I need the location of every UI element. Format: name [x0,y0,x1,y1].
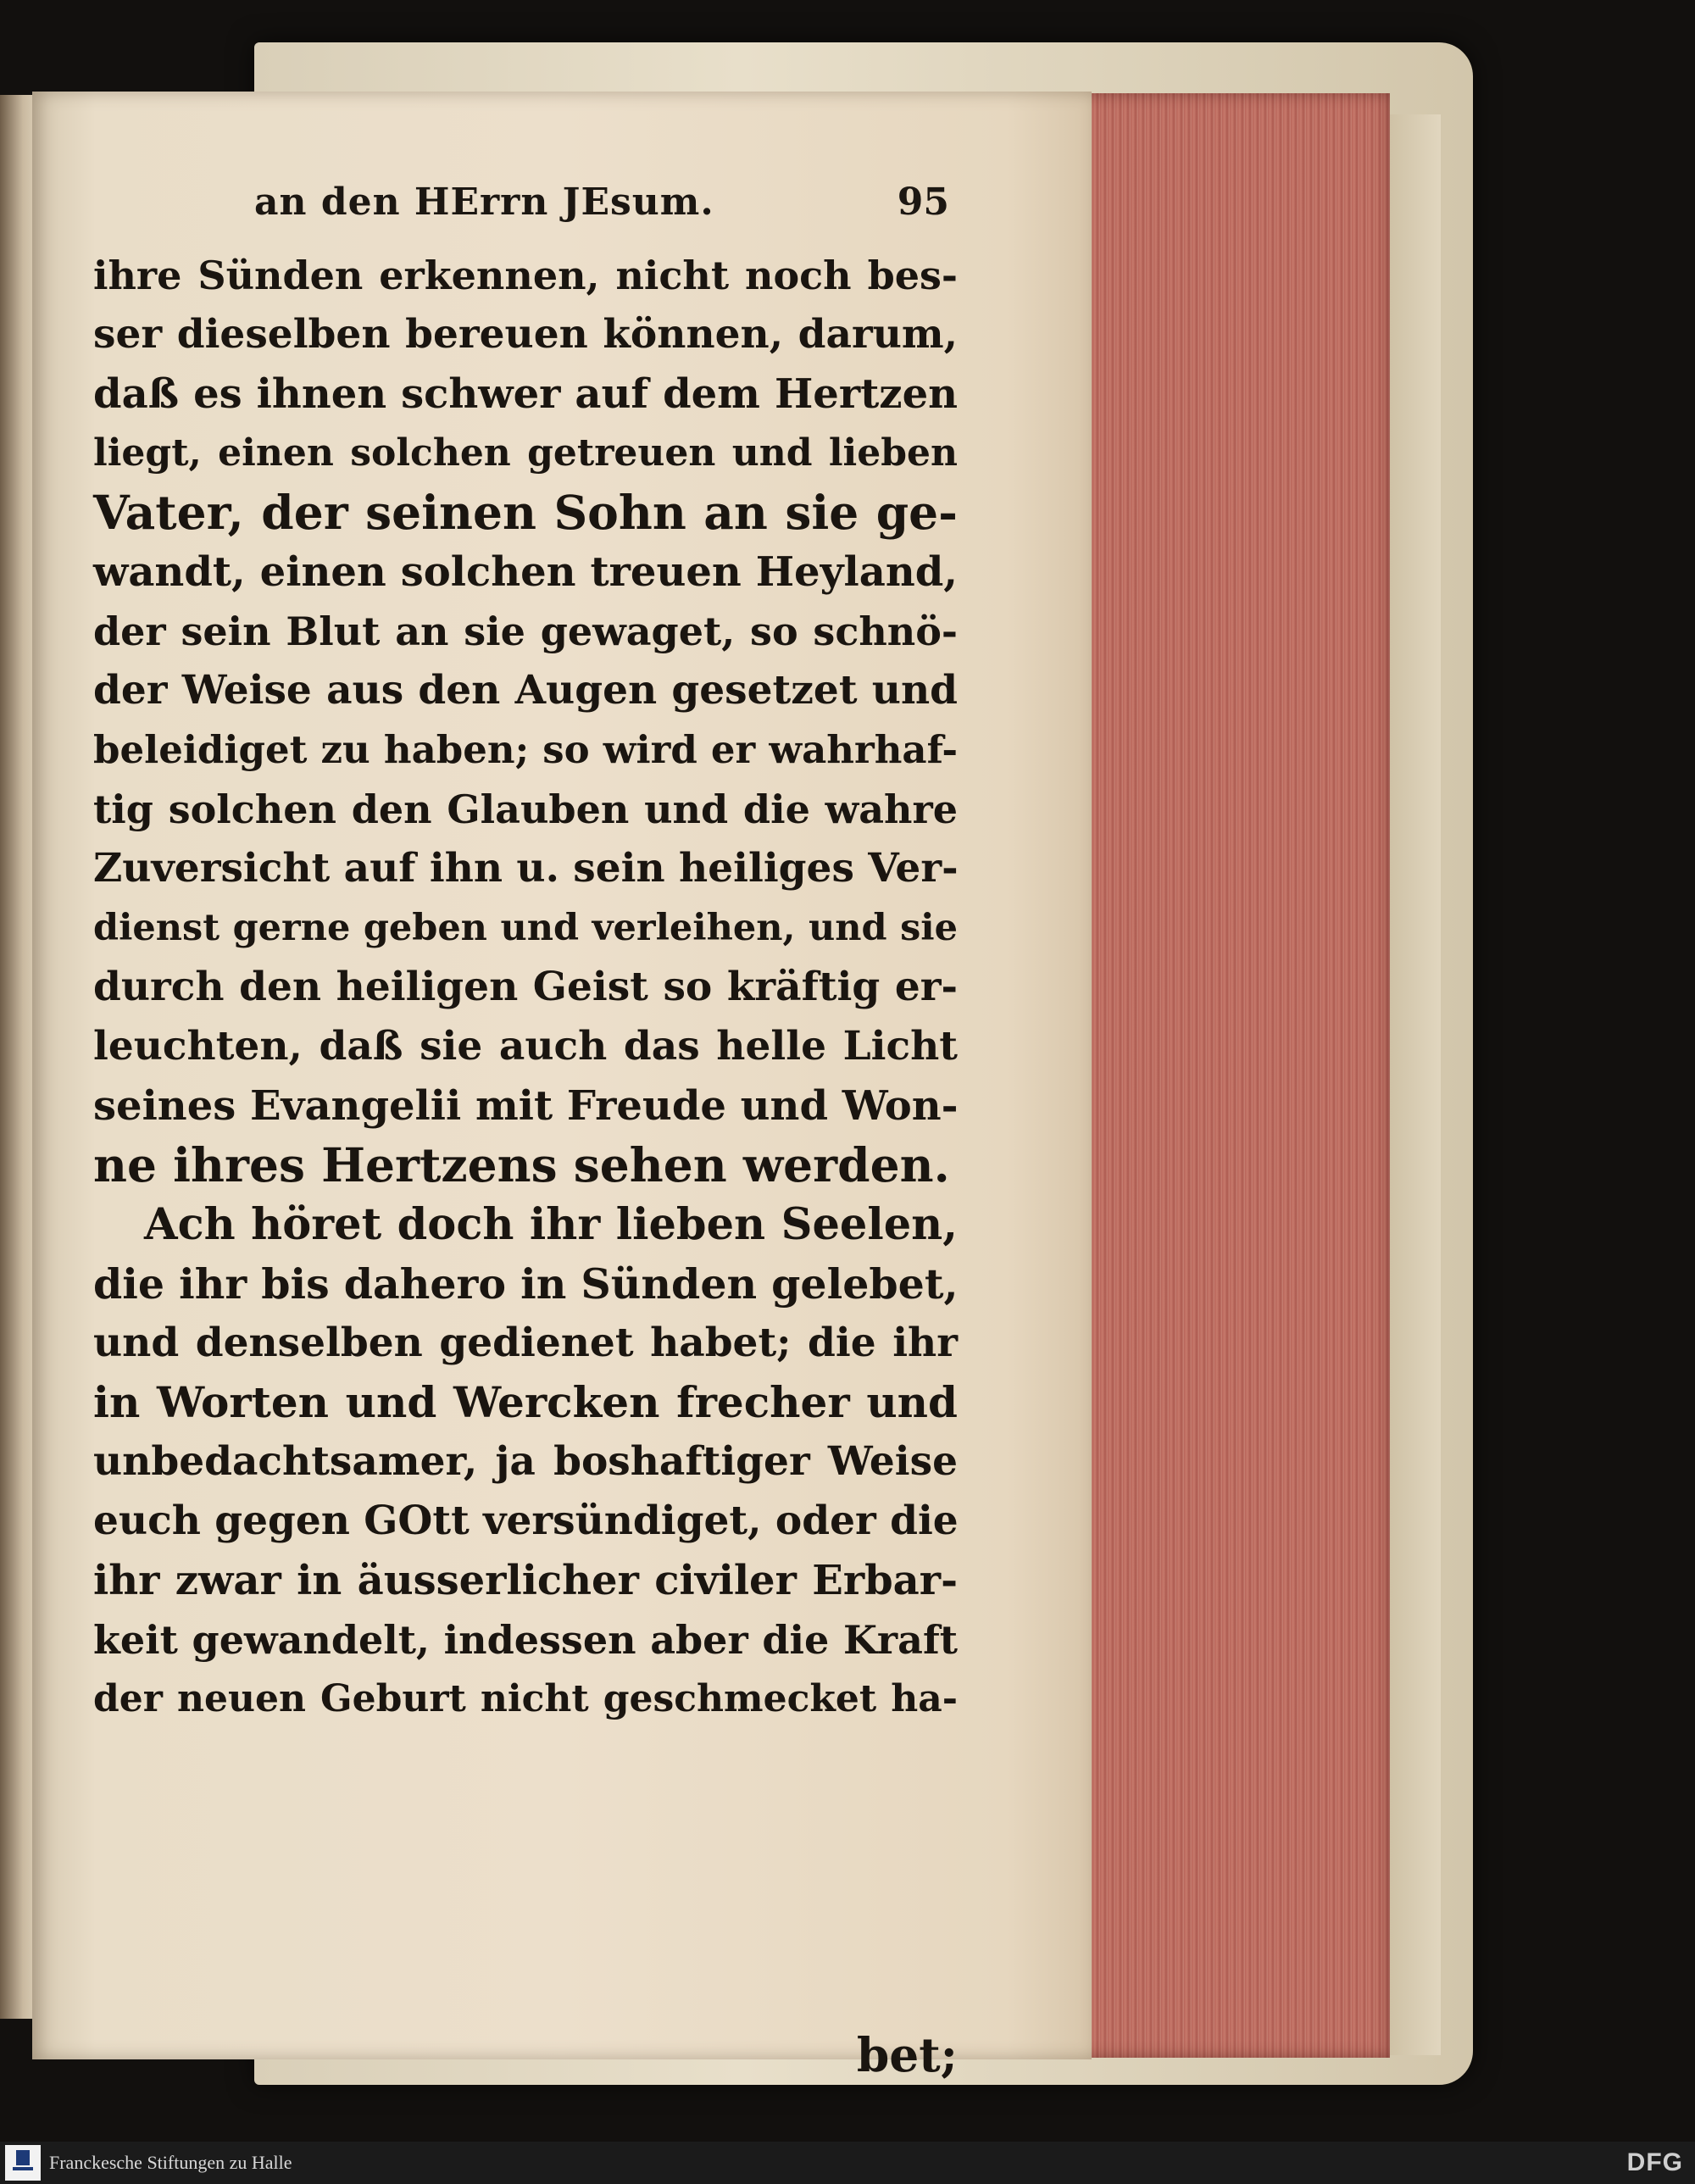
text-line: ihre Sünden erkennen, nicht noch bes- [93,253,958,298]
logo-mark-base [13,2167,33,2170]
text-line: keit gewandelt, indessen aber die Kraft [93,1617,958,1663]
text-line: Ach höret doch ihr lieben Seelen, [144,1199,958,1250]
text-line: tig solchen den Glauben und die wahre [93,786,958,832]
institution-name: Franckesche Stiftungen zu Halle [49,2152,292,2173]
text-line: liegt, einen solchen getreuen und lieben [93,431,958,475]
franckesche-stiftungen-logo-icon [5,2145,41,2181]
text-line: unbedachtsamer, ja boshaftiger Weise [93,1438,958,1485]
page-header [254,181,949,231]
text-line: beleidiget zu haben; so wird er wahrhaf- [93,727,958,772]
dfg-logo: DFG [1626,2148,1683,2176]
text-line: ihr zwar in äusserlicher civiler Erbar- [93,1557,958,1604]
cover-edge [1390,114,1441,2055]
catchword: bet; [856,2027,958,2082]
text-line: in Worten und Wercken frecher und [93,1377,958,1427]
page-block-fore-edge [1070,93,1390,2058]
text-line: der Weise aus den Augen gesetzet und [93,667,958,714]
logo-mark [16,2150,30,2165]
text-line: euch gegen GOtt versündiget, oder die [93,1498,959,1544]
body-text [93,246,959,2082]
book-page [32,92,1092,2082]
running-title: an den HErrn JEsum. [254,181,714,224]
text-line: ne ihres Hertzens sehen werden. [93,1137,950,1192]
text-line: der sein Blut an sie gewaget, so schnö- [93,609,958,654]
text-line: die ihr bis dahero in Sünden gelebet, [93,1259,959,1309]
text-line: und denselben gedienet habet; die ihr [93,1320,958,1366]
text-line: dienst gerne geben und verleihen, und sie [93,907,958,949]
text-line: wandt, einen solchen treuen Heyland, [93,548,958,596]
text-line: leuchten, daß sie auch das helle Licht [93,1023,958,1070]
text-line: daß es ihnen schwer auf dem Hertzen [93,370,958,418]
footer-bar [0,2142,1695,2184]
text-line: Zuversicht auf ihn u. sein heiliges Ver- [93,845,959,892]
text-line: ser dieselben bereuen können, darum, [93,311,958,358]
text-line: durch den heiligen Geist so kräftig er- [93,964,958,1010]
page-number: 95 [897,181,949,224]
text-line: der neuen Geburt nicht geschmecket ha- [93,1677,958,1720]
text-line: seines Evangelii mit Freude und Won- [93,1082,959,1130]
text-line: Vater, der seinen Sohn an sie ge- [93,485,958,540]
